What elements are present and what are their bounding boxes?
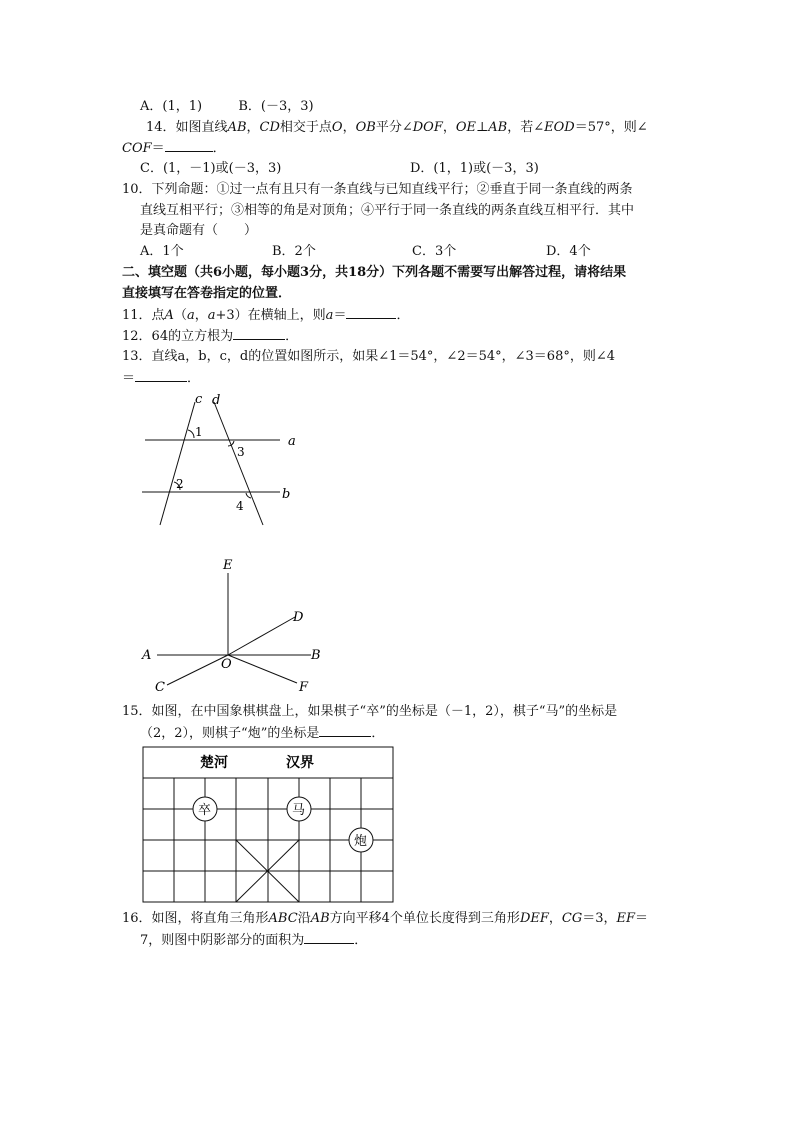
q12-answer-blank[interactable] [233,327,285,340]
ray-oc [167,655,228,685]
section2-heading-line1: 二、填空题（共6小题，每小题3分，共18分）下列各题不需要写出解答过程，请将结果 [122,265,627,280]
q13-line2: ＝ ． [122,371,201,386]
label-d: d [212,393,221,408]
ray-od [228,617,295,655]
q10-line2: 直线互相平行；③相等的角是对顶角；④平行于同一条直线的两条直线互相平行．其中 [140,203,635,218]
label-angle-1: 1 [195,425,203,439]
q15-answer-blank[interactable] [319,724,371,737]
angle-1-arc [188,430,194,438]
label-c: c [195,392,203,407]
piece-zu [193,797,217,821]
q9-option-b: B．(－3，3) [238,99,314,114]
q10-option-c: C．3个 [412,244,457,259]
label-angle-3: 3 [237,445,245,459]
label-B: B [311,648,321,663]
label-angle-4: 4 [236,499,244,513]
river-label-right: 汉界 [286,755,314,771]
q13-lines-figure [130,390,310,530]
ray-of [228,655,297,683]
q9-option-d: D．(1，1)或(－3，3) [410,161,539,176]
piece-ma [287,797,311,821]
label-a: a [288,434,296,449]
line-c [160,402,195,525]
piece-pao-label: 炮 [354,834,368,849]
piece-zu-label: 卒 [198,803,212,818]
label-A: A [142,648,152,663]
label-D: D [293,610,304,625]
river-label-left: 楚河 [200,755,228,771]
label-angle-2: 2 [176,477,184,491]
q16-line1: 16．如图，将直角三角形ABC沿AB方向平移4个单位长度得到三角形DEF，CG＝3，EF＝ [122,911,649,926]
label-E: E [223,558,233,573]
q10-line1: 10．下列命题：①过一点有且只有一条直线与已知直线平行；②垂直于同一条直线的两条 [122,182,633,197]
q10-option-d: D．4个 [546,244,591,259]
q13-answer-blank[interactable] [135,369,187,382]
q9-option-a: A．(1，1) [140,99,203,114]
piece-pao [349,828,373,852]
q11-answer-blank[interactable] [346,306,396,319]
q9-option-c: C．(1，－1)或(－3，3) [140,161,282,176]
q15-line1: 15．如图，在中国象棋棋盘上，如果棋子“卒”的坐标是（－1，2），棋子“马”的坐标是 [122,704,618,719]
q14-line1: 14．如图直线AB，CD相交于点O，OB平分∠DOF，OE⊥AB，若∠EOD＝57°，则∠ [146,120,648,135]
q13-line1: 13．直线a，b，c，d的位置如图所示，如果∠1＝54°，∠2＝54°，∠3＝68°，则∠4 [122,349,615,364]
q16-answer-blank[interactable] [304,931,354,944]
q14-angles-figure [135,555,335,695]
q16-line2: 7，则图中阴影部分的面积为 ． [140,933,368,948]
label-F: F [299,680,309,695]
chess-board-figure [140,746,396,904]
q10-option-b: B．2个 [272,244,316,259]
q11: 11．点A（a，a+3）在横轴上，则a＝ ． [122,308,410,323]
label-C: C [155,680,165,695]
section2-heading-line2: 直接填写在答卷指定的位置． [122,286,292,301]
q10-line3: 是真命题有（ ） [140,223,258,238]
label-b: b [282,487,291,502]
q12: 12．64的立方根为 ． [122,329,299,344]
q9-options-ab [140,98,314,116]
q14-line2: COF＝ ． [122,141,226,156]
label-O: O [221,657,232,672]
q15-line2: （2，2），则棋子“炮”的坐标是 ． [140,726,385,741]
q10-option-a: A．1个 [140,244,184,259]
piece-ma-label: 马 [292,803,306,818]
q14-answer-blank[interactable] [165,139,213,152]
